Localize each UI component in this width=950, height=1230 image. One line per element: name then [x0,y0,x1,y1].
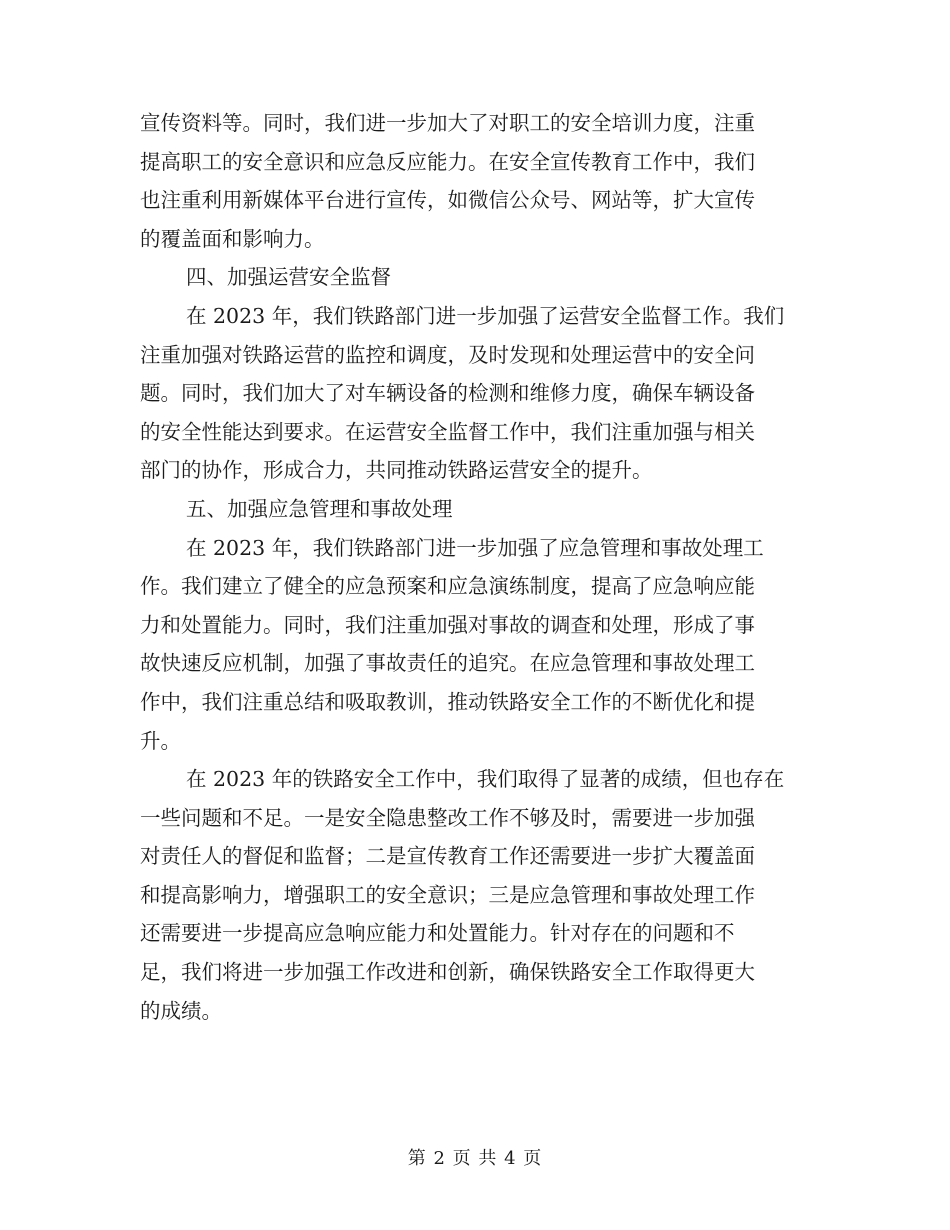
section-heading [140,258,808,297]
page-footer: 第 2 页 共 4 页 [407,1148,543,1169]
text-line: 提高职工的安全意识和应急反应能力。在安全宣传教育工作中，我们 [140,149,755,174]
paragraph [140,297,808,490]
section-heading [140,490,808,529]
text-line: 题。同时，我们加大了对车辆设备的检测和维修力度，确保车辆设备 [140,381,755,406]
text-line: 部门的协作，形成合力，共同推动铁路运营安全的提升。 [140,458,653,483]
text-line: 宣传资料等。同时，我们进一步加大了对职工的安全培训力度，注重 [140,111,755,135]
text-line: 故快速反应机制，加强了事故责任的追究。在应急管理和事故处理工 [140,651,755,676]
heading-text: 五、加强应急管理和事故处理 [186,496,453,521]
text-line: 在 2023 年，我们铁路部门进一步加强了运营安全监督工作。我们 [186,303,785,328]
text-line: 在 2023 年的铁路安全工作中，我们取得了显著的成绩，但也存在 [186,767,785,792]
text-line: 和提高影响力，增强职工的安全意识；三是应急管理和事故处理工作 [140,882,755,907]
text-line: 对责任人的督促和监督；二是宣传教育工作还需要进一步扩大覆盖面 [140,844,755,869]
text-line: 的成绩。 [140,998,222,1023]
paragraph [140,529,808,761]
paragraph [140,760,808,1030]
text-line: 也注重利用新媒体平台进行宣传，如微信公众号、网站等，扩大宣传 [140,188,755,213]
text-line: 还需要进一步提高应急响应能力和处置能力。针对存在的问题和不 [140,921,735,946]
text-line: 一些问题和不足。一是安全隐患整改工作不够及时，需要进一步加强 [140,805,755,830]
text-line: 在 2023 年，我们铁路部门进一步加强了应急管理和事故处理工 [186,535,764,560]
paragraph [140,104,808,258]
heading-text: 四、加强运营安全监督 [186,265,391,290]
text-line: 升。 [140,728,181,753]
text-line: 的安全性能达到要求。在运营安全监督工作中，我们注重加强与相关 [140,419,755,444]
text-line: 足，我们将进一步加强工作改进和创新，确保铁路安全工作取得更大 [140,960,755,985]
text-line: 作中，我们注重总结和吸取教训，推动铁路安全工作的不断优化和提 [140,689,755,714]
document-body [140,104,808,1030]
text-line: 力和处置能力。同时，我们注重加强对事故的调查和处理，形成了事 [140,612,755,637]
text-line: 的覆盖面和影响力。 [140,226,325,251]
text-line: 注重加强对铁路运营的监控和调度，及时发现和处理运营中的安全问 [140,342,755,367]
text-line: 作。我们建立了健全的应急预案和应急演练制度，提高了应急响应能 [140,574,755,599]
